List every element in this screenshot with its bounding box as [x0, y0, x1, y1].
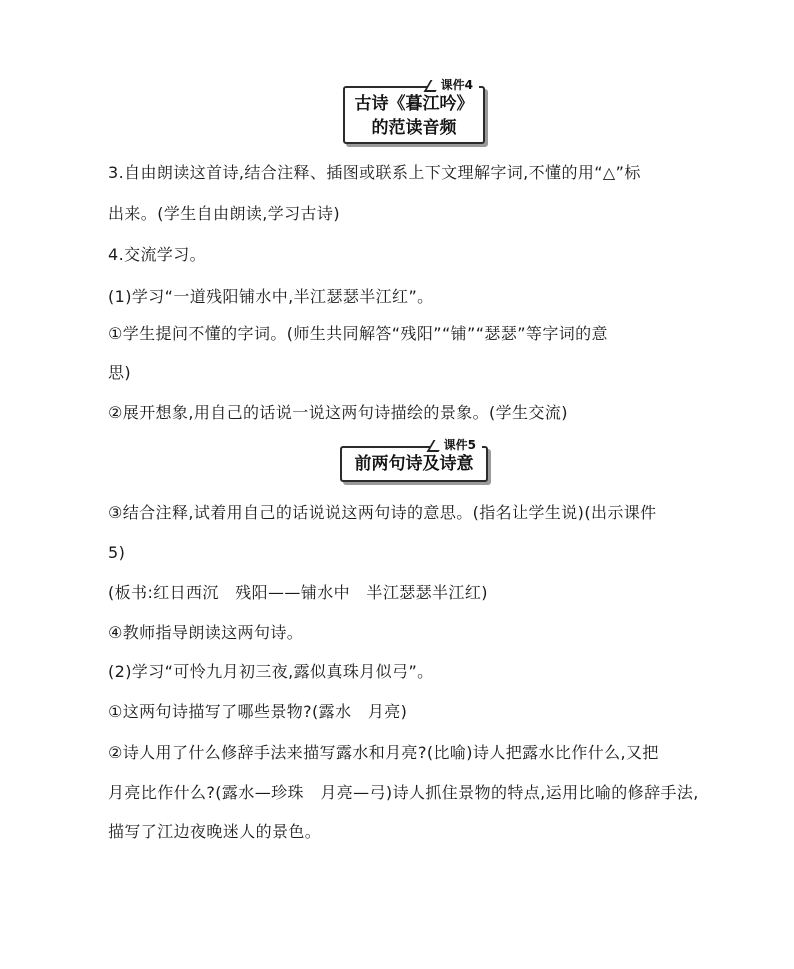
courseware-badge-5[interactable] — [340, 438, 488, 482]
paragraph-line: ①学生提问不懂的字词。(师生共同解答“残阳”“铺”“瑟瑟”等字词的意 — [108, 324, 608, 343]
paragraph-line: 4.交流学习。 — [108, 245, 207, 264]
paragraph-line: 5) — [108, 543, 126, 562]
paragraph-line: 3.自由朗读这首诗,结合注释、插图或联系上下文理解字词,不懂的用“△”标 — [108, 163, 641, 182]
badge-tag: 课件4 — [427, 77, 479, 93]
courseware-badge-4[interactable] — [343, 78, 485, 144]
paragraph-line: (2)学习“可怜九月初三夜,露似真珠月似弓”。 — [108, 662, 434, 681]
paragraph-line: 月亮比作什么?(露水—珍珠 月亮—弓)诗人抓住景物的特点,运用比喻的修辞手法, — [108, 783, 699, 802]
badge-title-line: 的范读音频 — [371, 118, 457, 138]
paragraph-line: (1)学习“一道残阳铺水中,半江瑟瑟半江红”。 — [108, 287, 434, 306]
badge-title — [343, 92, 485, 140]
badge-tag: 课件5 — [430, 437, 482, 453]
paragraph-line: ③结合注释,试着用自己的话说说这两句诗的意思。(指名让学生说)(出示课件 — [108, 503, 657, 522]
paragraph-line: ②展开想象,用自己的话说一说这两句诗描绘的景象。(学生交流) — [108, 403, 568, 422]
paragraph-line: 出来。(学生自由朗读,学习古诗) — [108, 204, 340, 223]
paragraph-line: 描写了江边夜晚迷人的景色。 — [108, 822, 322, 841]
paragraph-line: ②诗人用了什么修辞手法来描写露水和月亮?(比喻)诗人把露水比作什么,又把 — [108, 743, 659, 762]
paragraph-line: ④教师指导朗读这两句诗。 — [108, 623, 304, 642]
badge-title: 前两句诗及诗意 — [354, 454, 474, 474]
paragraph-line: (板书:红日西沉 残阳——铺水中 半江瑟瑟半江红) — [108, 583, 488, 602]
paragraph-line: 思) — [108, 363, 132, 382]
badge-title-line: 古诗《暮江吟》 — [354, 94, 474, 114]
paragraph-line: ①这两句诗描写了哪些景物?(露水 月亮) — [108, 702, 408, 721]
